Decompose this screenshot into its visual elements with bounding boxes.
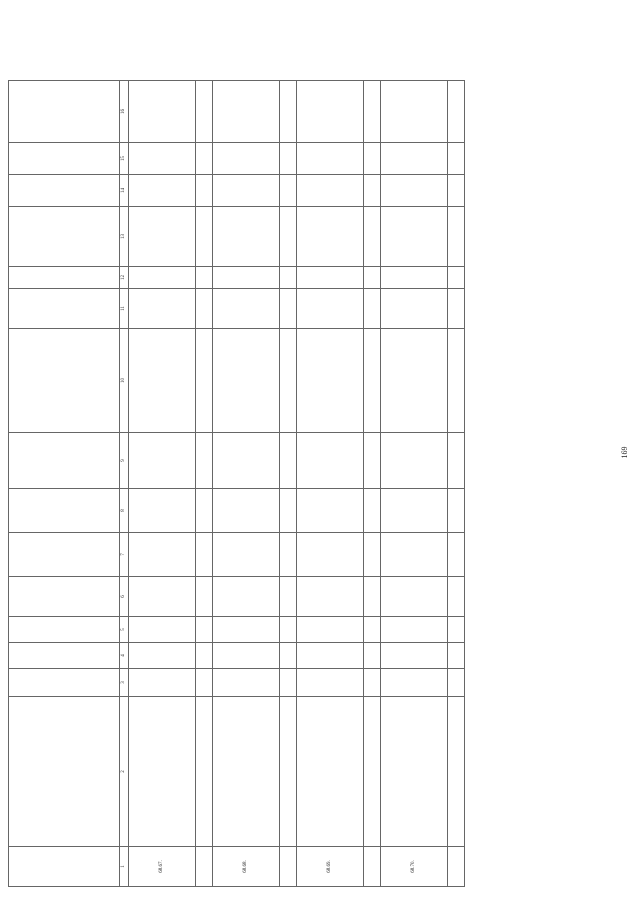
header-cell: [9, 143, 120, 175]
table-cell: [280, 143, 297, 175]
table-cell: [297, 81, 364, 143]
table-cell: [280, 533, 297, 577]
table-cell: [213, 433, 280, 489]
header-row: [9, 81, 120, 887]
table-cell: [196, 433, 213, 489]
table-cell: [213, 489, 280, 533]
table-cell: [196, 617, 213, 643]
table-cell: [213, 577, 280, 617]
table-cell: [129, 207, 196, 267]
page-number: 169: [620, 446, 629, 459]
table-cell: [280, 207, 297, 267]
table-cell: [297, 267, 364, 289]
table-cell: [297, 643, 364, 669]
header-cell: [9, 617, 120, 643]
column-number: 15: [120, 143, 129, 175]
table-cell: [196, 847, 213, 887]
table-cell: [381, 577, 448, 617]
table-cell: [364, 669, 381, 697]
table-cell: [364, 533, 381, 577]
table-cell: [448, 207, 465, 267]
column-number: 9: [120, 433, 129, 489]
table-cell: [381, 329, 448, 433]
header-cell: [9, 847, 120, 887]
table-cell: [364, 433, 381, 489]
table-cell: [213, 81, 280, 143]
table-cell: [280, 433, 297, 489]
table-cell: [297, 143, 364, 175]
table-cell: [129, 329, 196, 433]
column-number: 10: [120, 329, 129, 433]
column-number: 4: [120, 643, 129, 669]
table-cell: [297, 289, 364, 329]
table-cell: [129, 533, 196, 577]
table-cell: [196, 697, 213, 847]
table-cell: [381, 669, 448, 697]
table-cell: [196, 577, 213, 617]
table-cell: [448, 433, 465, 489]
table-cell: [448, 847, 465, 887]
column-number: 12: [120, 267, 129, 289]
column-number: 7: [120, 533, 129, 577]
header-cell: [9, 669, 120, 697]
column-number: 3: [120, 669, 129, 697]
table-cell: [129, 289, 196, 329]
table-cell: [381, 433, 448, 489]
table-cell: [280, 669, 297, 697]
table-cell: [129, 669, 196, 697]
table-cell: [280, 847, 297, 887]
table-cell: [280, 329, 297, 433]
table-cell: [448, 143, 465, 175]
table-cell: [297, 175, 364, 207]
table-cell: [364, 289, 381, 329]
table-cell: [213, 267, 280, 289]
table-cell: [129, 175, 196, 207]
table-cell: [381, 643, 448, 669]
table-cell: [196, 669, 213, 697]
table-cell: [448, 489, 465, 533]
table-cell: [448, 81, 465, 143]
table-cell: [381, 533, 448, 577]
table-cell: [448, 669, 465, 697]
table-cell: [129, 643, 196, 669]
table-cell: [280, 489, 297, 533]
table-cell: [448, 329, 465, 433]
capital-repair-table: [8, 80, 465, 887]
table-cell: [213, 143, 280, 175]
subtotal-row: [196, 81, 213, 887]
table-cell: [381, 489, 448, 533]
table-row: [129, 81, 196, 887]
table-cell: [364, 143, 381, 175]
table-cell: [129, 489, 196, 533]
header-cell: [9, 289, 120, 329]
table-cell: [448, 533, 465, 577]
table-cell: [297, 669, 364, 697]
subtotal-row: [364, 81, 381, 887]
header-cell: [9, 433, 120, 489]
table-cell: [213, 533, 280, 577]
table-cell: 68.68.: [213, 847, 280, 887]
table-cell: [280, 267, 297, 289]
column-number: 1: [120, 847, 129, 887]
table-cell: [448, 289, 465, 329]
table-cell: 68.70.: [381, 847, 448, 887]
header-cell: [9, 329, 120, 433]
table-cell: [448, 697, 465, 847]
header-cell: [9, 175, 120, 207]
table-cell: [196, 175, 213, 207]
table-cell: [364, 697, 381, 847]
table-cell: [280, 643, 297, 669]
table-cell: [213, 617, 280, 643]
table-cell: [448, 617, 465, 643]
table-cell: [213, 289, 280, 329]
table-cell: [297, 329, 364, 433]
table-row: [297, 81, 364, 887]
table-cell: [129, 143, 196, 175]
table-cell: [280, 175, 297, 207]
table-cell: [196, 81, 213, 143]
table-cell: [129, 577, 196, 617]
subtotal-row: [280, 81, 297, 887]
column-number: 13: [120, 207, 129, 267]
table-cell: [297, 697, 364, 847]
table-cell: 68.69.: [297, 847, 364, 887]
table-cell: [448, 267, 465, 289]
table-cell: [196, 329, 213, 433]
table-cell: [381, 289, 448, 329]
table-cell: [448, 175, 465, 207]
table-cell: [213, 329, 280, 433]
column-number: 11: [120, 289, 129, 329]
column-number: 6: [120, 577, 129, 617]
table-cell: [364, 847, 381, 887]
table-cell: [381, 143, 448, 175]
column-number: 5: [120, 617, 129, 643]
header-cell: [9, 697, 120, 847]
table-cell: [196, 289, 213, 329]
table-row: [213, 81, 280, 887]
table-cell: [280, 577, 297, 617]
table-cell: [213, 669, 280, 697]
column-number-row: [120, 81, 129, 887]
header-cell: [9, 207, 120, 267]
table-cell: [196, 143, 213, 175]
header-cell: [9, 533, 120, 577]
table-cell: [381, 207, 448, 267]
header-cell: [9, 267, 120, 289]
table-cell: [364, 267, 381, 289]
column-number: 16: [120, 81, 129, 143]
table-cell: [297, 207, 364, 267]
table-cell: [381, 267, 448, 289]
table-cell: [297, 533, 364, 577]
table-cell: [129, 697, 196, 847]
table-cell: [196, 489, 213, 533]
table-cell: [297, 577, 364, 617]
table-cell: [381, 697, 448, 847]
table-cell: [364, 329, 381, 433]
table-cell: [213, 643, 280, 669]
table-cell: [129, 617, 196, 643]
table-cell: [280, 289, 297, 329]
table-cell: [213, 697, 280, 847]
table-cell: [129, 433, 196, 489]
table-cell: [381, 617, 448, 643]
table-cell: [196, 207, 213, 267]
table-cell: [364, 207, 381, 267]
table-cell: [297, 433, 364, 489]
table-row: [381, 81, 448, 887]
header-cell: [9, 81, 120, 143]
table-cell: [280, 617, 297, 643]
table-cell: [381, 175, 448, 207]
column-number: 14: [120, 175, 129, 207]
table-cell: [213, 207, 280, 267]
table-cell: [381, 81, 448, 143]
table-cell: [297, 489, 364, 533]
table-body: [129, 81, 465, 887]
header-cell: [9, 489, 120, 533]
table-cell: [364, 81, 381, 143]
header-cell: [9, 643, 120, 669]
table-cell: [448, 643, 465, 669]
table-cell: [213, 175, 280, 207]
table-cell: [280, 697, 297, 847]
table-cell: [196, 643, 213, 669]
table-cell: [364, 577, 381, 617]
table-cell: [448, 577, 465, 617]
table-cell: [196, 533, 213, 577]
table-cell: [364, 175, 381, 207]
table-cell: [280, 81, 297, 143]
header-cell: [9, 577, 120, 617]
table-cell: [364, 617, 381, 643]
table-cell: [129, 267, 196, 289]
table-cell: [196, 267, 213, 289]
table-cell: [364, 489, 381, 533]
column-number: 2: [120, 697, 129, 847]
table-cell: [297, 617, 364, 643]
table-cell: 68.67.: [129, 847, 196, 887]
column-number: 8: [120, 489, 129, 533]
subtotal-row: [448, 81, 465, 887]
table-cell: [129, 81, 196, 143]
table-cell: [364, 643, 381, 669]
